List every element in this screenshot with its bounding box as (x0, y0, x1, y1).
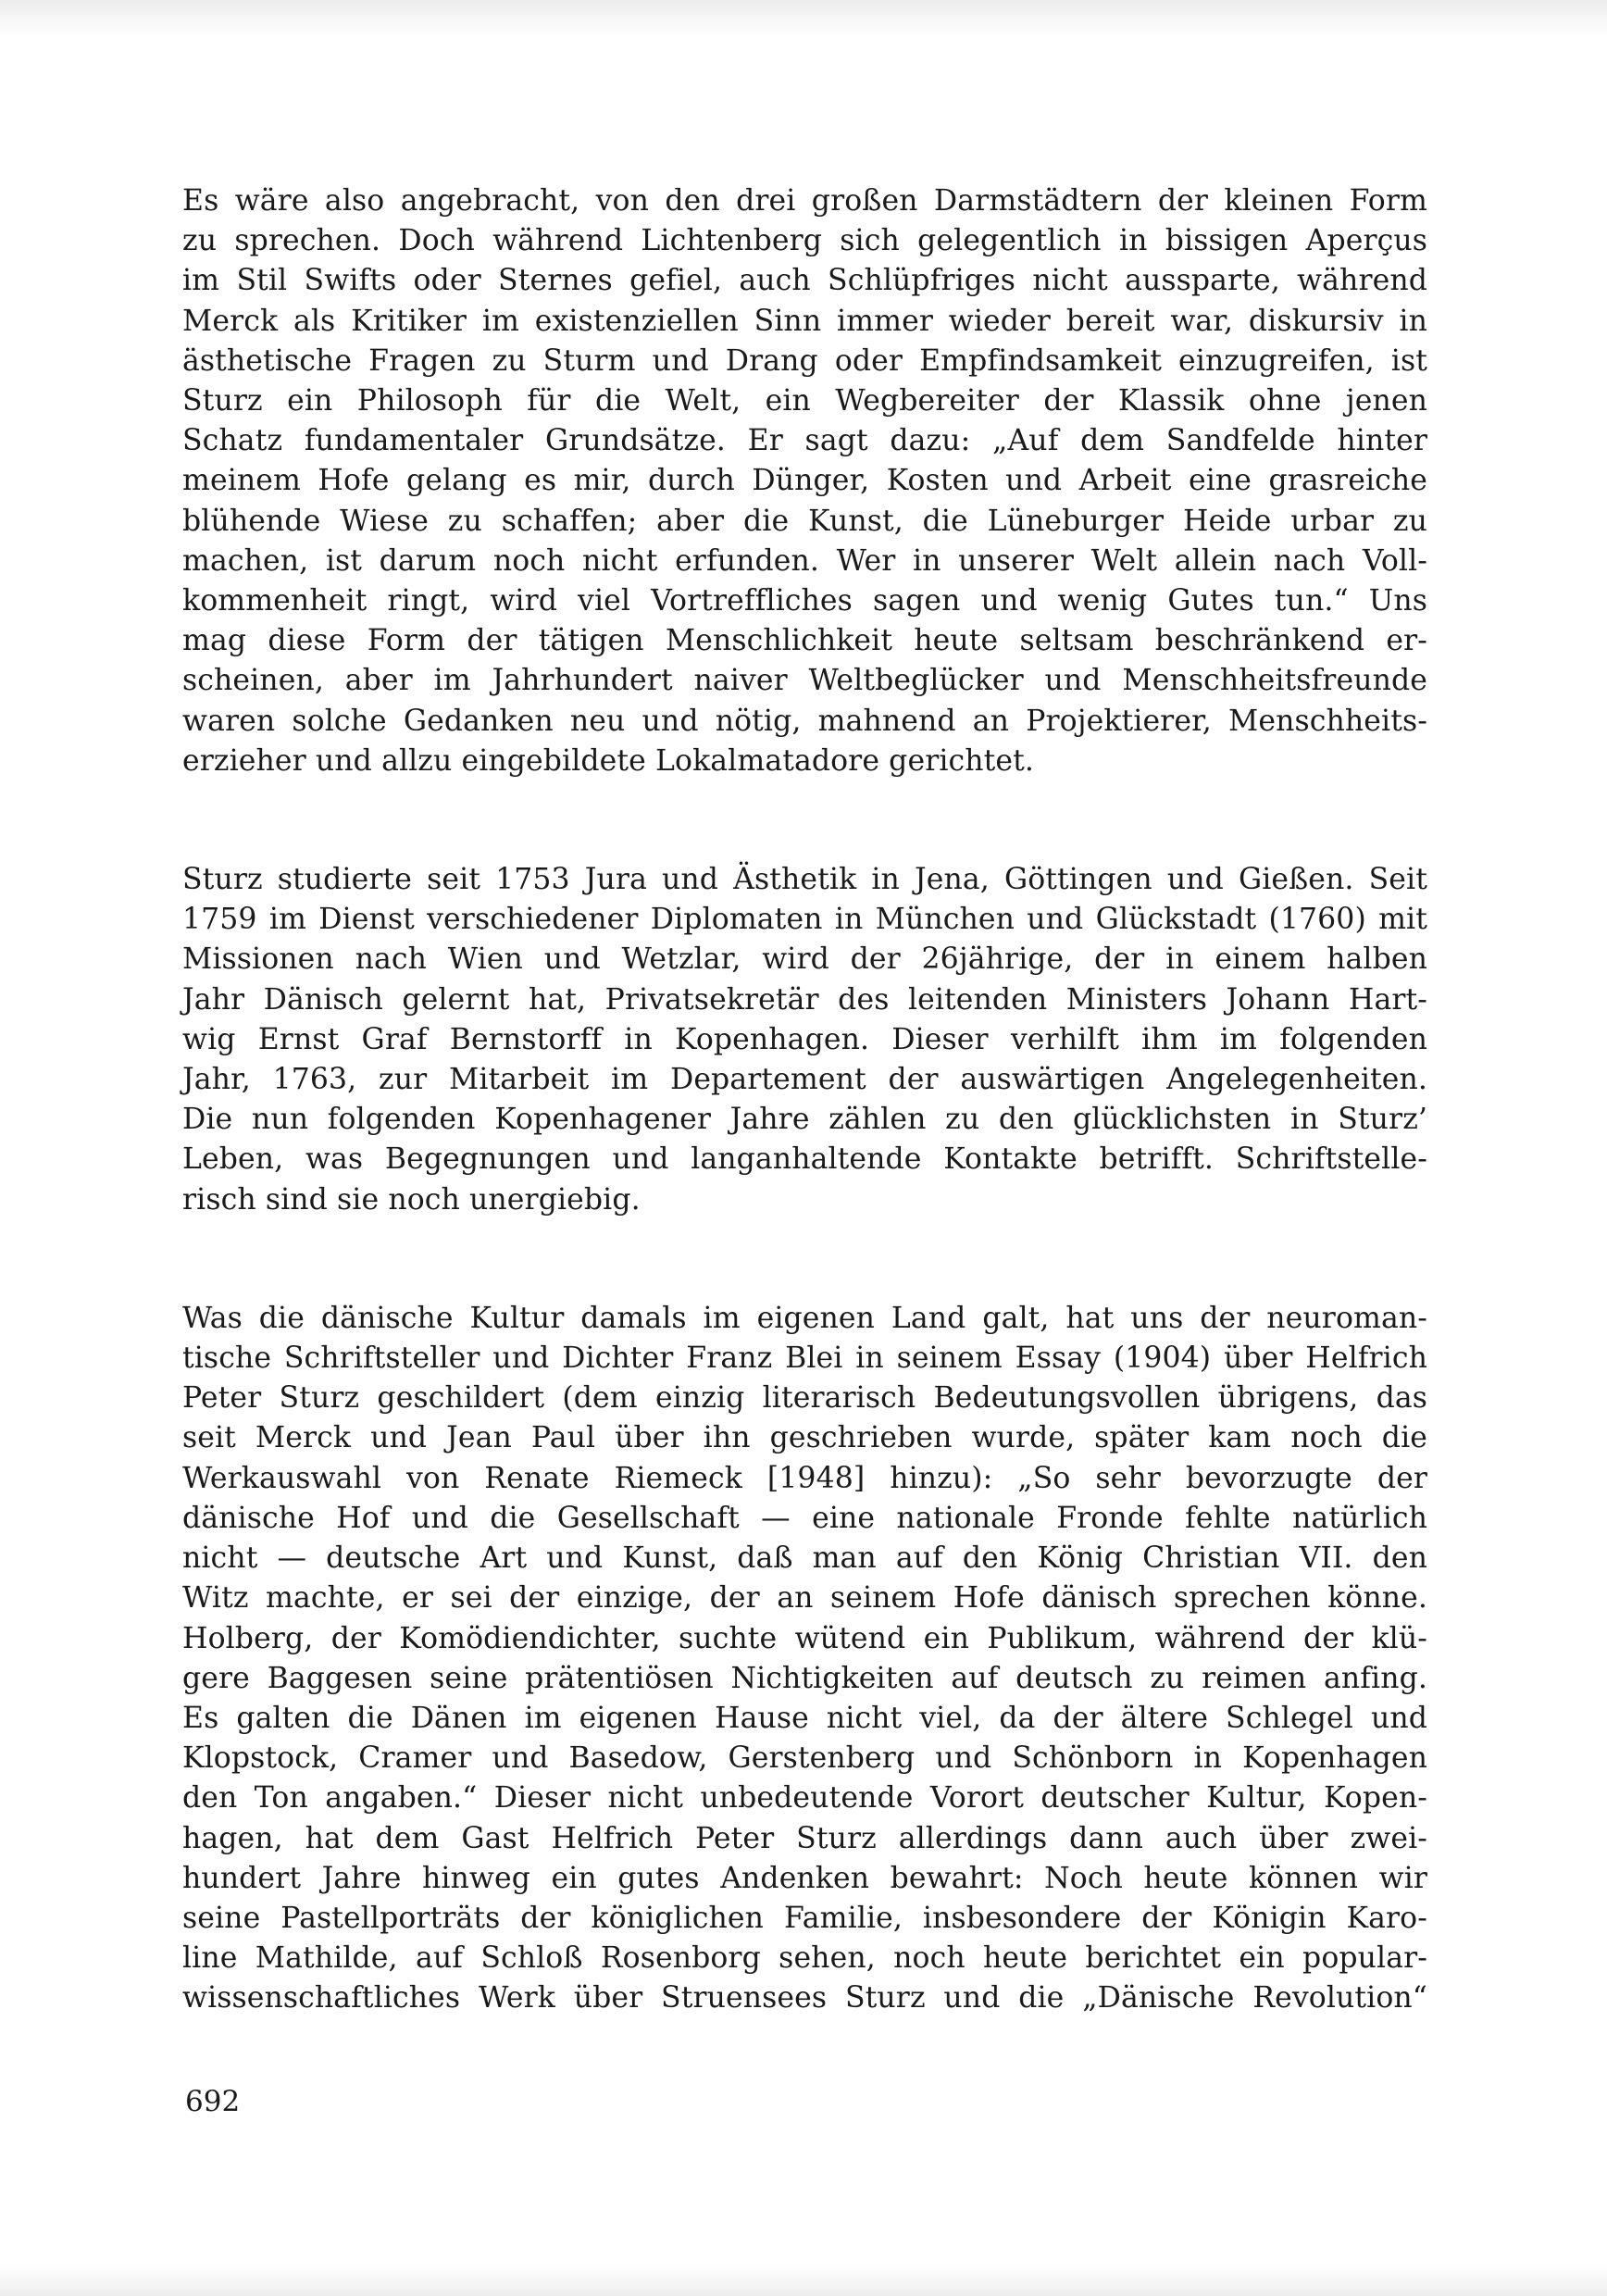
text-line: Die nun folgenden Kopenhagener Jahre zählen zu den glücklichsten in Sturz’ (182, 1103, 1427, 1137)
text-line: Peter Sturz geschildert (dem einzig literarisch Bedeutungsvollen übrigens, das (182, 1381, 1427, 1416)
text-line: scheinen, aber im Jahrhundert naiver Weltbeglücker und Menschheitsfreunde (182, 664, 1427, 698)
text-line: Schatz fundamentaler Grundsätze. Er sagt dazu: „Auf dem Sandfelde hinter (182, 424, 1427, 458)
text-line: wig Ernst Graf Bernstorff in Kopenhagen. Dieser verhilft ihm im folgenden (182, 1022, 1427, 1056)
text-line: Leben, was Begegnungen und langanhaltende Kontakte betrifft. Schriftstelle- (182, 1142, 1427, 1177)
text-line: hundert Jahre hinweg ein gutes Andenken bewahrt: Noch heute können wir (182, 1861, 1427, 1895)
text-line: Werkauswahl von Renate Riemeck [1948] hinzu): „So sehr bevorzugte der (182, 1461, 1427, 1495)
text-line: gere Baggesen seine prätentiösen Nichtigkeiten auf deutsch zu reimen anfing. (182, 1661, 1427, 1695)
text-line: Was die dänische Kultur damals im eigenen Land galt, hat uns der neuroman- (182, 1301, 1427, 1335)
text-line: Es wäre also angebracht, von den drei großen Darmstädtern der kleinen Form (182, 184, 1427, 218)
paragraph (182, 181, 1427, 781)
page-number: 692 (185, 2085, 241, 2118)
scan-edge-top (0, 0, 1607, 37)
text-line: 1759 im Dienst verschiedener Diplomaten in München und Glückstadt (1760) mit (182, 903, 1427, 937)
text-line: blühende Wiese zu schaffen; aber die Kunst, die Lüneburger Heide urbar zu (182, 504, 1427, 538)
text-line: ästhetische Fragen zu Sturm und Drang oder Empfindsamkeit einzugreifen, ist (182, 343, 1427, 378)
text-line: line Mathilde, auf Schloß Rosenborg sehen, noch heute berichtet ein popular- (182, 1941, 1427, 1976)
text-line: Es galten die Dänen im eigenen Hause nicht viel, da der ältere Schlegel und (182, 1701, 1427, 1735)
text-line: im Stil Swifts oder Sternes gefiel, auch Schlüpfriges nicht aussparte, während (182, 264, 1427, 298)
text-line: Klopstock, Cramer und Basedow, Gerstenberg und Schönborn in Kopenhagen (182, 1741, 1427, 1776)
text-line: seit Merck und Jean Paul über ihn geschrieben wurde, später kam noch die (182, 1421, 1427, 1455)
text-line: Merck als Kritiker im existenziellen Sinn immer wieder bereit war, diskursiv in (182, 304, 1427, 338)
text-line: seine Pastellporträts der königlichen Familie, insbesondere der Königin Karo- (182, 1901, 1427, 1935)
text-line: Sturz ein Philosoph für die Welt, ein Wegbereiter der Klassik ohne jenen (182, 384, 1427, 418)
text-line: Jahr, 1763, zur Mitarbeit im Departement der auswärtigen Angelegenheiten. (182, 1063, 1427, 1097)
text-line: zu sprechen. Doch während Lichtenberg sich gelegentlich in bissigen Aperçus (182, 224, 1427, 258)
text-line: Holberg, der Komödiendichter, suchte wütend ein Publikum, während der klü- (182, 1621, 1427, 1655)
paragraph (182, 1299, 1427, 2019)
text-line: waren solche Gedanken neu und nötig, mahnend an Projektierer, Menschheits- (182, 704, 1427, 738)
text-line: Missionen nach Wien und Wetzlar, wird der 26jährige, der in einem halben (182, 942, 1427, 977)
text-line: nicht — deutsche Art und Kunst, daß man auf den König Christian VII. den (182, 1541, 1427, 1576)
text-line: Witz machte, er sei der einzige, der an seinem Hofe dänisch sprechen könne. (182, 1581, 1427, 1616)
text-line: meinem Hofe gelang es mir, durch Dünger, Kosten und Arbeit eine grasreiche (182, 464, 1427, 498)
text-line: Jahr Dänisch gelernt hat, Privatsekretär des leitenden Ministers Johann Hart- (182, 982, 1427, 1017)
text-line: dänische Hof und die Gesellschaft — eine nationale Fronde fehlte natürlich (182, 1501, 1427, 1535)
scan-edge-bottom (0, 2263, 1607, 2296)
text-line: den Ton angaben.“ Dieser nicht unbedeutende Vorort deutscher Kultur, Kopen- (182, 1781, 1427, 1816)
text-line: Sturz studierte seit 1753 Jura und Ästhetik in Jena, Göttingen und Gießen. Seit (182, 863, 1427, 897)
text-line: hagen, hat dem Gast Helfrich Peter Sturz allerdings dann auch über zwei- (182, 1821, 1427, 1855)
page-body (182, 181, 1427, 2019)
paragraph (182, 860, 1427, 1220)
text-line: erzieher und allzu eingebildete Lokalmatadore gerichtet. (182, 743, 1035, 778)
text-line: machen, ist darum noch nicht erfunden. Wer in unserer Welt allein nach Voll- (182, 543, 1427, 578)
text-line: kommenheit ringt, wird viel Vortreffliches sagen und wenig Gutes tun.“ Uns (182, 584, 1427, 618)
text-line: mag diese Form der tätigen Menschlichkeit heute seltsam beschränkend er- (182, 624, 1427, 658)
text-line: wissenschaftliches Werk über Struensees Sturz und die „Dänische Revolution“ (182, 1981, 1427, 2015)
text-line: tische Schriftsteller und Dichter Franz Blei in seinem Essay (1904) über Helfrich (182, 1341, 1427, 1376)
text-line: risch sind sie noch unergiebig. (182, 1182, 641, 1217)
